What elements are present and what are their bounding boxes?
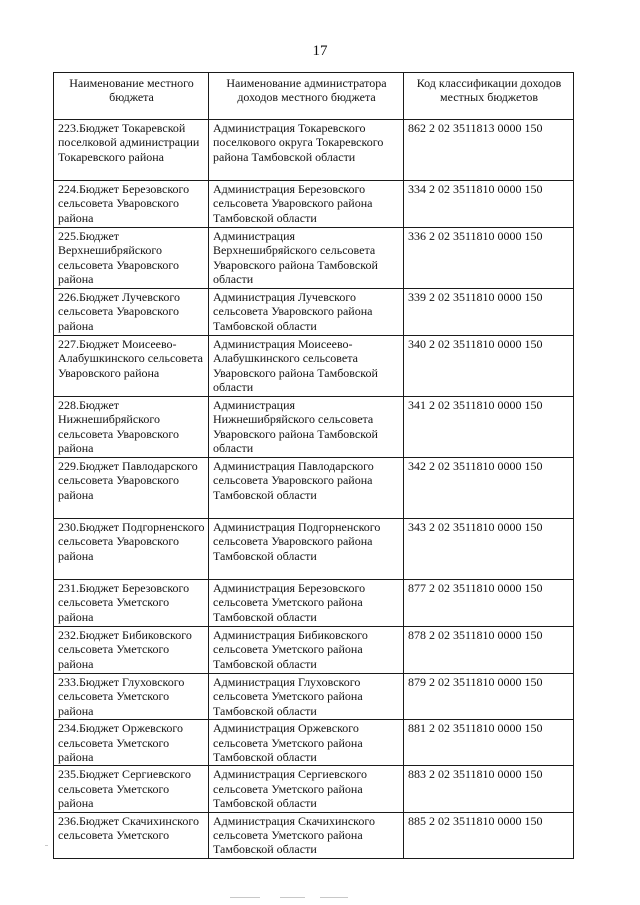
budget-name-cell: 223.Бюджет Токаревской поселковой администрации Токаревского района <box>54 120 209 181</box>
classification-code-cell: 343 2 02 3511810 0000 150 <box>404 519 574 580</box>
table-row <box>54 336 574 397</box>
administrator-cell: Администрация Лучевского сельсовета Уваровского района Тамбовской области <box>209 289 404 336</box>
scan-artifact-mark <box>45 845 48 846</box>
table-row <box>54 720 574 766</box>
table-row <box>54 289 574 336</box>
scan-artifact-mark <box>320 897 348 898</box>
budget-name-cell: 228.Бюджет Нижнешибряйского сельсовета Уваровского района <box>54 397 209 458</box>
column-header-budget-name: Наименование местного бюджета <box>54 73 209 120</box>
administrator-cell: Администрация Бибиковского сельсовета Уметского района Тамбовской области <box>209 627 404 674</box>
table-header-row <box>54 73 574 120</box>
classification-code-cell: 879 2 02 3511810 0000 150 <box>404 674 574 720</box>
budget-name-cell: 224.Бюджет Березовского сельсовета Уваровского района <box>54 181 209 228</box>
administrator-cell: Администрация Токаревского поселкового округа Токаревского района Тамбовской области <box>209 120 404 181</box>
table-row <box>54 120 574 181</box>
table-row <box>54 181 574 228</box>
budget-name-cell: 227.Бюджет Моисеево-Алабушкинского сельсовета Уваровского района <box>54 336 209 397</box>
classification-code-cell: 877 2 02 3511810 0000 150 <box>404 580 574 627</box>
administrator-cell: Администрация Павлодарского сельсовета Уваровского района Тамбовской области <box>209 458 404 519</box>
table-row <box>54 674 574 720</box>
budget-name-cell: 232.Бюджет Бибиковского сельсовета Уметского района <box>54 627 209 674</box>
classification-code-cell: 342 2 02 3511810 0000 150 <box>404 458 574 519</box>
administrator-cell: Администрация Моисеево-Алабушкинского сельсовета Уваровского района Тамбовской области <box>209 336 404 397</box>
classification-code-cell: 881 2 02 3511810 0000 150 <box>404 720 574 766</box>
administrator-cell: Администрация Верхнешибряйского сельсовета Уваровского района Тамбовской области <box>209 228 404 289</box>
table-row <box>54 458 574 519</box>
budget-name-cell: 234.Бюджет Оржевского сельсовета Уметского района <box>54 720 209 766</box>
administrator-cell: Администрация Подгорненского сельсовета Уваровского района Тамбовской области <box>209 519 404 580</box>
scan-artifact-mark <box>280 897 305 898</box>
classification-code-cell: 336 2 02 3511810 0000 150 <box>404 228 574 289</box>
classification-code-cell: 334 2 02 3511810 0000 150 <box>404 181 574 228</box>
classification-code-cell: 885 2 02 3511810 0000 150 <box>404 812 574 858</box>
budget-name-cell: 230.Бюджет Подгорненского сельсовета Уваровского района <box>54 519 209 580</box>
administrator-cell: Администрация Березовского сельсовета Уваровского района Тамбовской области <box>209 181 404 228</box>
administrator-cell: Администрация Сергиевского сельсовета Уметского района Тамбовской области <box>209 766 404 812</box>
column-header-administrator: Наименование администратора доходов местного бюджета <box>209 73 404 120</box>
classification-code-cell: 878 2 02 3511810 0000 150 <box>404 627 574 674</box>
table-row <box>54 766 574 812</box>
scan-artifact-mark <box>230 897 260 898</box>
administrator-cell: Администрация Скачихинского сельсовета Уметского района Тамбовской области <box>209 812 404 858</box>
table-row <box>54 397 574 458</box>
budget-name-cell: 235.Бюджет Сергиевского сельсовета Уметского района <box>54 766 209 812</box>
administrator-cell: Администрация Березовского сельсовета Уметского района Тамбовской области <box>209 580 404 627</box>
budget-name-cell: 229.Бюджет Павлодарского сельсовета Уваровского района <box>54 458 209 519</box>
table-row <box>54 812 574 858</box>
classification-code-cell: 341 2 02 3511810 0000 150 <box>404 397 574 458</box>
budget-table <box>53 72 574 859</box>
classification-code-cell: 883 2 02 3511810 0000 150 <box>404 766 574 812</box>
budget-name-cell: 225.Бюджет Верхнешибряйского сельсовета Уваровского района <box>54 228 209 289</box>
classification-code-cell: 340 2 02 3511810 0000 150 <box>404 336 574 397</box>
table-row <box>54 627 574 674</box>
page-number: 17 <box>312 43 328 59</box>
budget-name-cell: 231.Бюджет Березовского сельсовета Уметского района <box>54 580 209 627</box>
table-row <box>54 228 574 289</box>
administrator-cell: Администрация Оржевского сельсовета Уметского района Тамбовской области <box>209 720 404 766</box>
table-row <box>54 580 574 627</box>
budget-name-cell: 236.Бюджет Скачихинского сельсовета Уметского <box>54 812 209 858</box>
classification-code-cell: 862 2 02 3511813 0000 150 <box>404 120 574 181</box>
budget-name-cell: 233.Бюджет Глуховского сельсовета Уметского района <box>54 674 209 720</box>
table-row <box>54 519 574 580</box>
classification-code-cell: 339 2 02 3511810 0000 150 <box>404 289 574 336</box>
budget-name-cell: 226.Бюджет Лучевского сельсовета Уваровского района <box>54 289 209 336</box>
administrator-cell: Администрация Нижнешибряйского сельсовета Уваровского района Тамбовской области <box>209 397 404 458</box>
column-header-classification-code: Код классификации доходов местных бюджетов <box>404 73 574 120</box>
administrator-cell: Администрация Глуховского сельсовета Уметского района Тамбовской области <box>209 674 404 720</box>
